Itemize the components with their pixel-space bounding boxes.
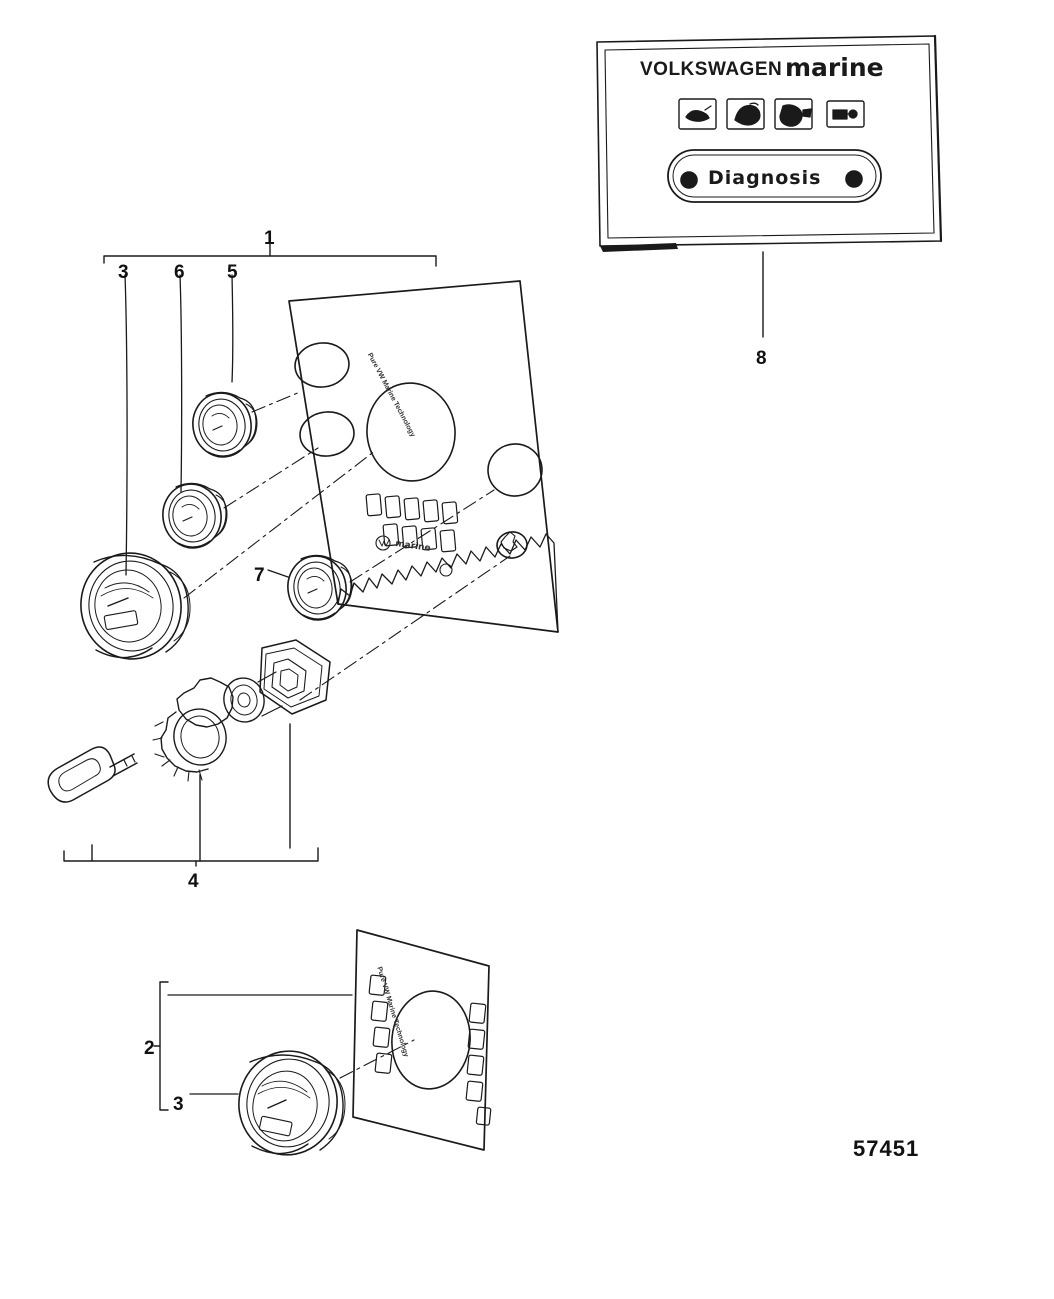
callout-8: 8: [756, 348, 767, 369]
gauge-5: [188, 388, 257, 461]
module-diagnosis-label: Diagnosis: [708, 167, 822, 189]
figure-part-number: 57451: [853, 1136, 920, 1161]
gauge-3-bottom: [229, 1042, 346, 1164]
module-brand-volkswagen: VOLKSWAGEN: [640, 59, 783, 80]
gauge-7: [283, 551, 352, 624]
ignition-key: [48, 747, 137, 802]
callout-6: 6: [174, 262, 185, 283]
module-icon-glyphs: [686, 103, 857, 126]
panel-bottom-tech-text: Pure VW Marine Technology: [375, 966, 410, 1058]
callout-7: 7: [254, 565, 265, 586]
callout-3-bottom: 3: [173, 1094, 184, 1115]
callout-2: 2: [144, 1038, 155, 1059]
callout-3-top: 3: [118, 262, 129, 283]
ignition-switch-body: [220, 640, 330, 726]
lock-ring-nut: [153, 678, 233, 781]
callout-4: 4: [188, 871, 199, 892]
callout-1: 1: [264, 228, 275, 249]
panel-top-logo-text: marine: [394, 539, 432, 554]
dash-panel-bottom: [353, 930, 491, 1150]
gauge-3-top: [73, 545, 190, 667]
dash-panel-top: [289, 281, 558, 632]
panel-top-tech-text: Pure VW Marine Technology: [365, 352, 417, 439]
gauge-6: [158, 479, 227, 552]
module-brand-marine: marine: [785, 53, 884, 82]
bracket-2: [154, 982, 168, 1110]
callout-5: 5: [227, 262, 238, 283]
bracket-4: [64, 724, 318, 866]
leader-7: [268, 570, 288, 577]
